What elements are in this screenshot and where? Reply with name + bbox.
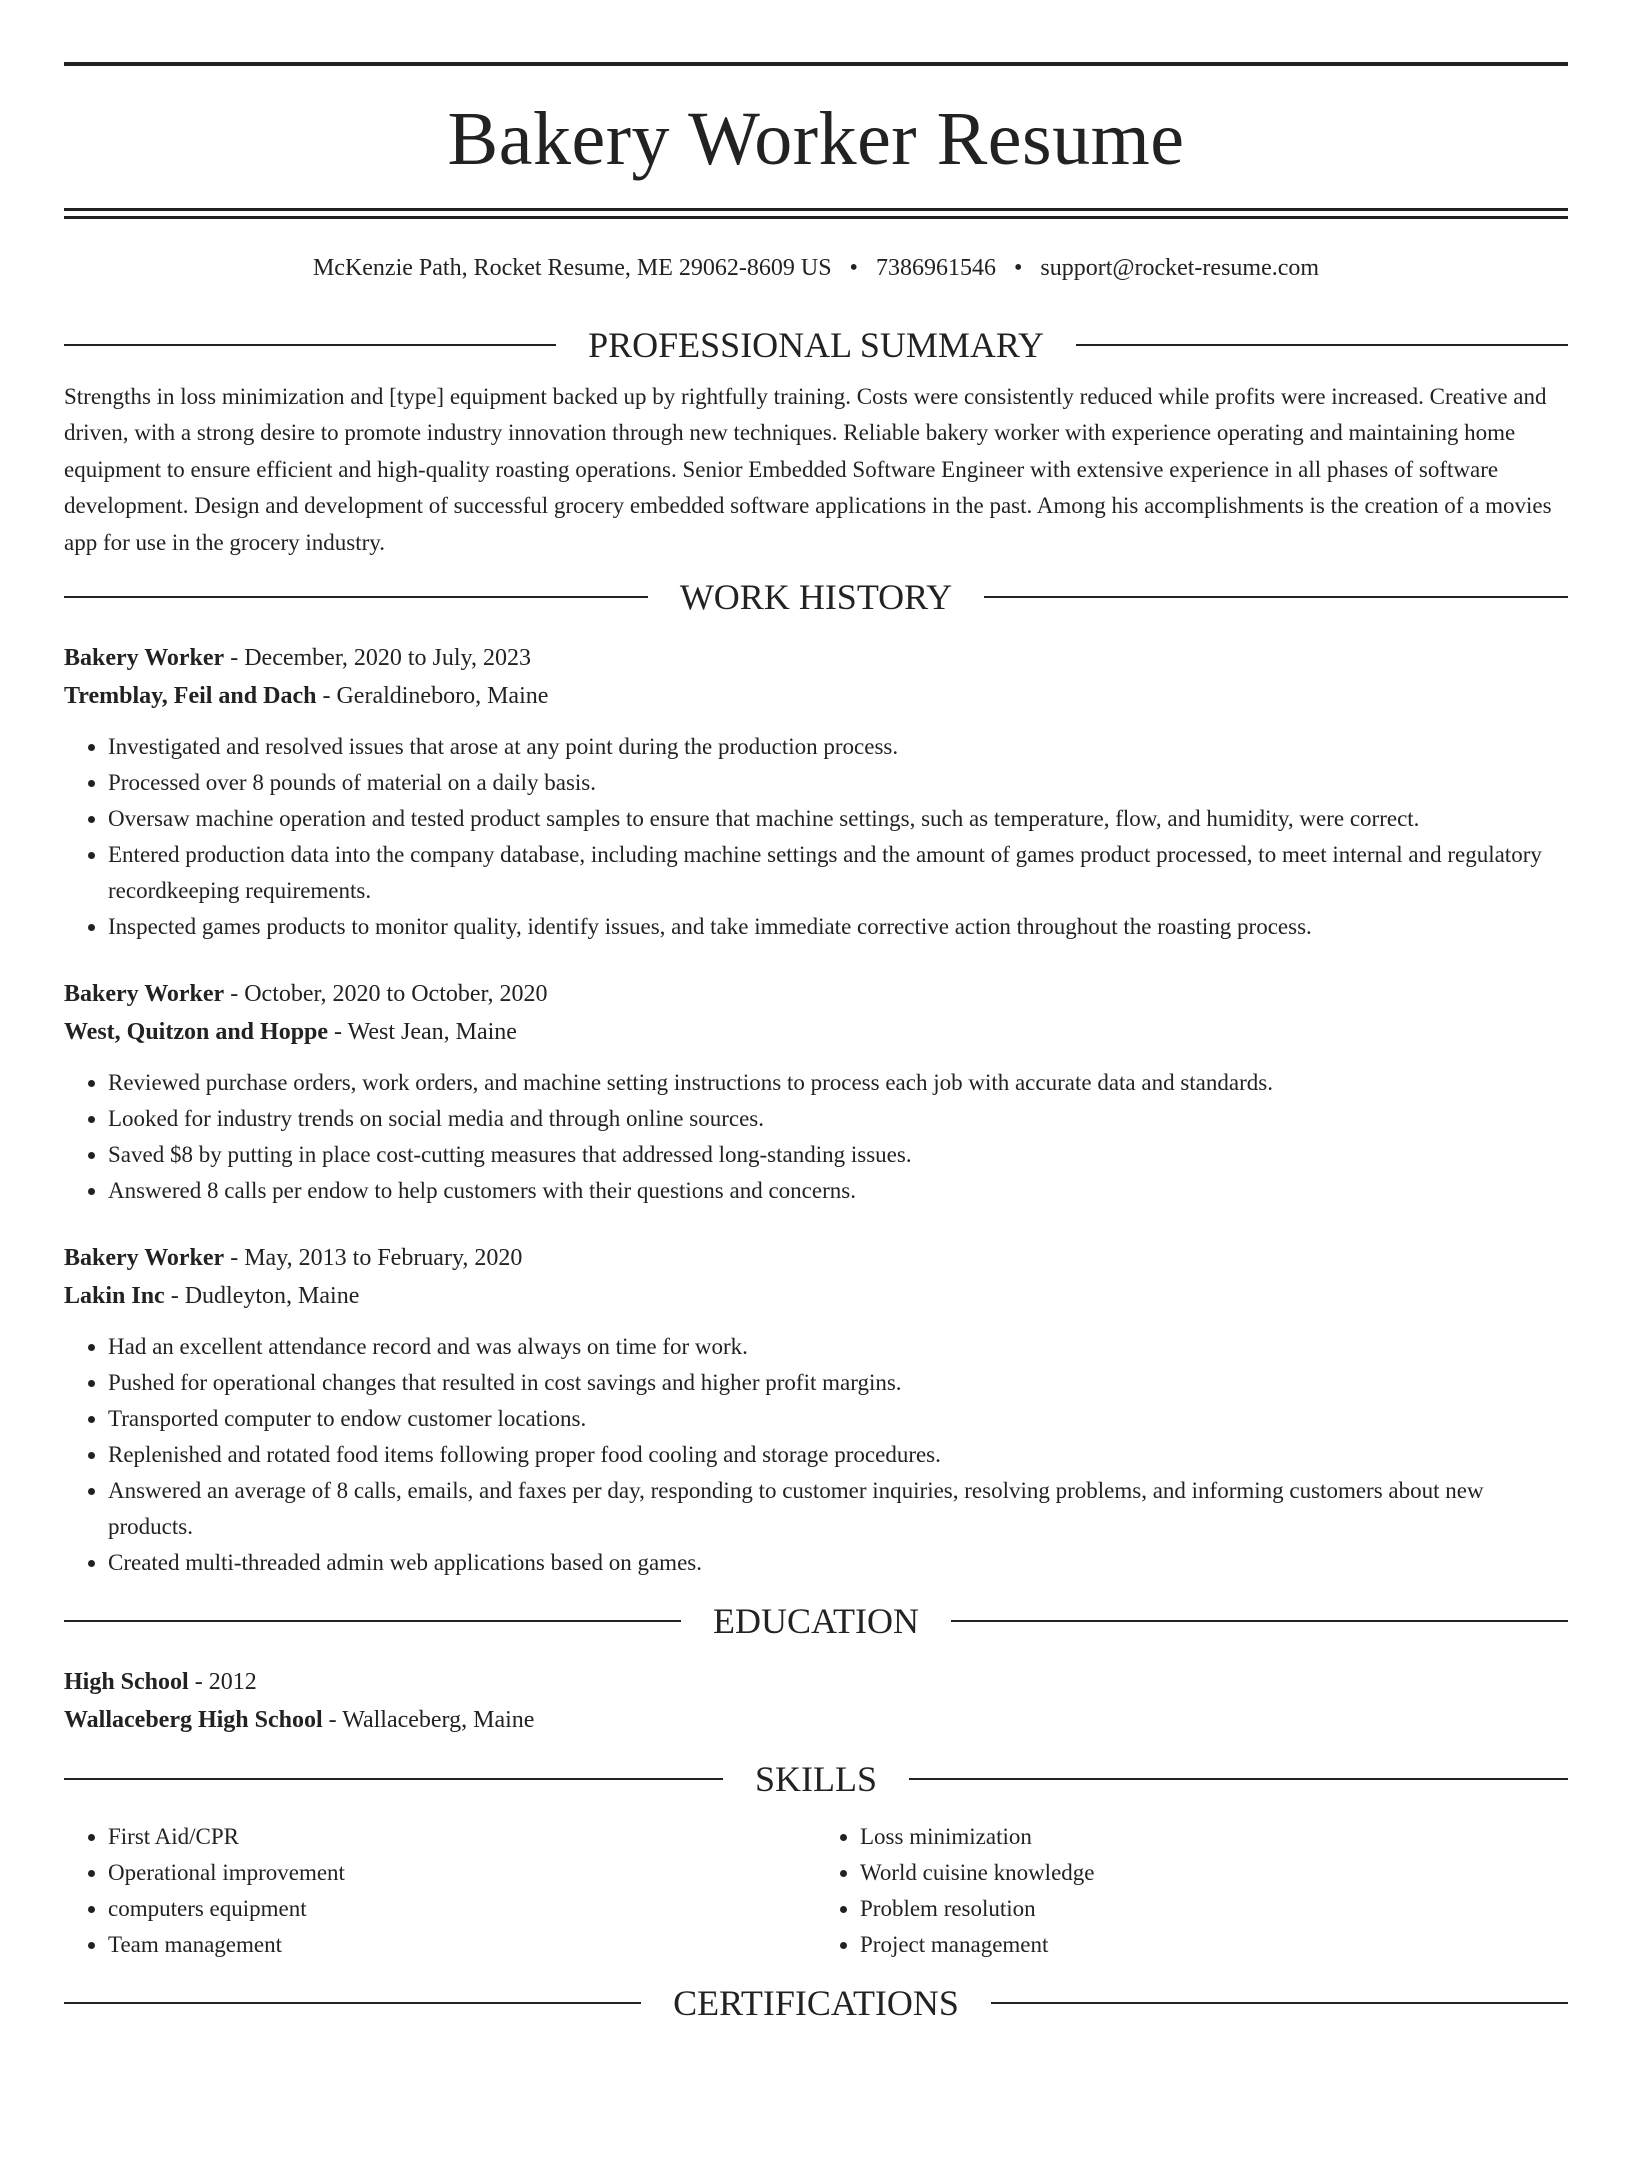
job-title-line (64, 1239, 1568, 1277)
list-item: • Saved $8 by putting in place cost-cutting measures that addressed long-standing issues. (108, 1137, 1568, 1173)
education-degree: High School (64, 1669, 189, 1696)
job-company-line (64, 677, 1568, 715)
heading-rule (64, 596, 648, 598)
job-dates: - May, 2013 to February, 2020 (224, 1245, 523, 1272)
list-item: • First Aid/CPR (108, 1819, 816, 1855)
job-location: - Geraldineboro, Maine (316, 683, 549, 710)
list-item: • computers equipment (108, 1891, 816, 1927)
job-dates: - October, 2020 to October, 2020 (224, 981, 548, 1008)
heading-rule (64, 1620, 681, 1622)
list-item: • Answered 8 calls per endow to help customers with their questions and concerns. (108, 1173, 1568, 1209)
list-item: • Oversaw machine operation and tested product samples to ensure that machine settings, such as temperature, flow, and humidity, were correct. (108, 801, 1568, 837)
list-item: • Created multi-threaded admin web applications based on games. (108, 1545, 1568, 1581)
title-double-rule (64, 208, 1568, 219)
job-location: - West Jean, Maine (328, 1019, 517, 1046)
skills-column-left (64, 1819, 816, 1963)
list-item: • Problem resolution (860, 1891, 1568, 1927)
list-item: • World cuisine knowledge (860, 1855, 1568, 1891)
job-title-line (64, 639, 1568, 677)
top-rule (64, 62, 1568, 66)
heading-rule (951, 1620, 1568, 1622)
job-company-line (64, 1013, 1568, 1051)
job-title: Bakery Worker (64, 981, 225, 1008)
heading-rule (64, 2002, 641, 2004)
skills-heading (64, 1757, 1568, 1801)
contact-phone: 7386961546 (875, 255, 996, 281)
list-item: • Team management (108, 1927, 816, 1963)
certifications-heading (64, 1981, 1568, 2025)
list-item: • Project management (860, 1927, 1568, 1963)
section-title: CERTIFICATIONS (673, 1983, 959, 2024)
work-history-heading (64, 575, 1568, 619)
education-degree-line (64, 1663, 1568, 1701)
job-company: Lakin Inc (64, 1283, 165, 1310)
list-item: • Pushed for operational changes that resulted in cost savings and higher profit margins. (108, 1365, 1568, 1401)
heading-rule (64, 344, 556, 346)
list-item: • Inspected games products to monitor quality, identify issues, and take immediate corrective action throughout the roasting process. (108, 909, 1568, 945)
summary-text: Strengths in loss minimization and [type] equipment backed up by rightfully training. Costs were consistently reduced while profits were increased. Creative and driven, with a strong desire to promote industry innovation through new techniques. Reliable bakery worker with experience operating and maintaining home equipment to ensure efficient and high-quality roasting operations. Senior Embedded Software Engineer with extensive experience in all phases of software development. Design and development of successful grocery embedded software applications in the past. Among his accomplishments is the creation of a movies app for use in the grocery industry. (64, 384, 1552, 555)
list-item: • Had an excellent attendance record and was always on time for work. (108, 1329, 1568, 1365)
list-item: • Operational improvement (108, 1855, 816, 1891)
section-title: SKILLS (755, 1759, 878, 1800)
contact-line (64, 253, 1568, 283)
job-location: - Dudleyton, Maine (164, 1283, 360, 1310)
job-title: Bakery Worker (64, 645, 225, 672)
heading-rule (1076, 344, 1568, 346)
list-item: • Investigated and resolved issues that arose at any point during the production process. (108, 729, 1568, 765)
heading-rule (64, 1778, 723, 1780)
list-item: • Looked for industry trends on social media and through online sources. (108, 1101, 1568, 1137)
page-title: Bakery Worker Resume (447, 97, 1185, 181)
education-year: - 2012 (188, 1669, 257, 1696)
job-dates: - December, 2020 to July, 2023 (224, 645, 531, 672)
list-item: • Entered production data into the company database, including machine settings and the amount of games product processed, to meet internal and regulatory recordkeeping requirements. (108, 837, 1568, 909)
list-item: • Processed over 8 pounds of material on a daily basis. (108, 765, 1568, 801)
job-bullets (64, 729, 1568, 945)
job-entry (64, 1239, 1568, 1581)
section-title: EDUCATION (713, 1601, 919, 1642)
job-entry (64, 975, 1568, 1209)
education-heading (64, 1599, 1568, 1643)
job-bullets (64, 1329, 1568, 1581)
job-title: Bakery Worker (64, 1245, 225, 1272)
job-entry (64, 639, 1568, 945)
list-item: • Answered an average of 8 calls, emails, and faxes per day, responding to customer inquiries, resolving problems, and informing customers about new products. (108, 1473, 1568, 1545)
list-item: • Loss minimization (860, 1819, 1568, 1855)
list-item: • Transported computer to endow customer locations. (108, 1401, 1568, 1437)
heading-rule (991, 2002, 1568, 2004)
list-item: • Replenished and rotated food items following proper food cooling and storage procedures. (108, 1437, 1568, 1473)
job-bullets (64, 1065, 1568, 1209)
heading-rule (909, 1778, 1568, 1780)
contact-separator: • (1013, 255, 1023, 281)
heading-rule (984, 596, 1568, 598)
education-school-line (64, 1701, 1568, 1739)
skills-list (64, 1819, 1568, 1963)
section-title: WORK HISTORY (679, 577, 953, 618)
job-title-line (64, 975, 1568, 1013)
section-title: PROFESSIONAL SUMMARY (588, 325, 1044, 365)
education-entry (64, 1663, 1568, 1739)
education-school: Wallaceberg High School (64, 1707, 323, 1734)
contact-address: McKenzie Path, Rocket Resume, ME 29062-8609 US (312, 255, 832, 281)
resume-page (0, 62, 1632, 2174)
skills-column-right (816, 1819, 1568, 1963)
job-company-line (64, 1277, 1568, 1315)
summary-heading (64, 323, 1568, 367)
contact-email: support@rocket-resume.com (1040, 255, 1320, 281)
contact-separator: • (849, 255, 858, 281)
education-location: - Wallaceberg, Maine (322, 1707, 535, 1734)
list-item: • Reviewed purchase orders, work orders, and machine setting instructions to process each job with accurate data and standards. (108, 1065, 1568, 1101)
job-company: West, Quitzon and Hoppe (64, 1019, 329, 1046)
job-company: Tremblay, Feil and Dach (64, 683, 317, 710)
